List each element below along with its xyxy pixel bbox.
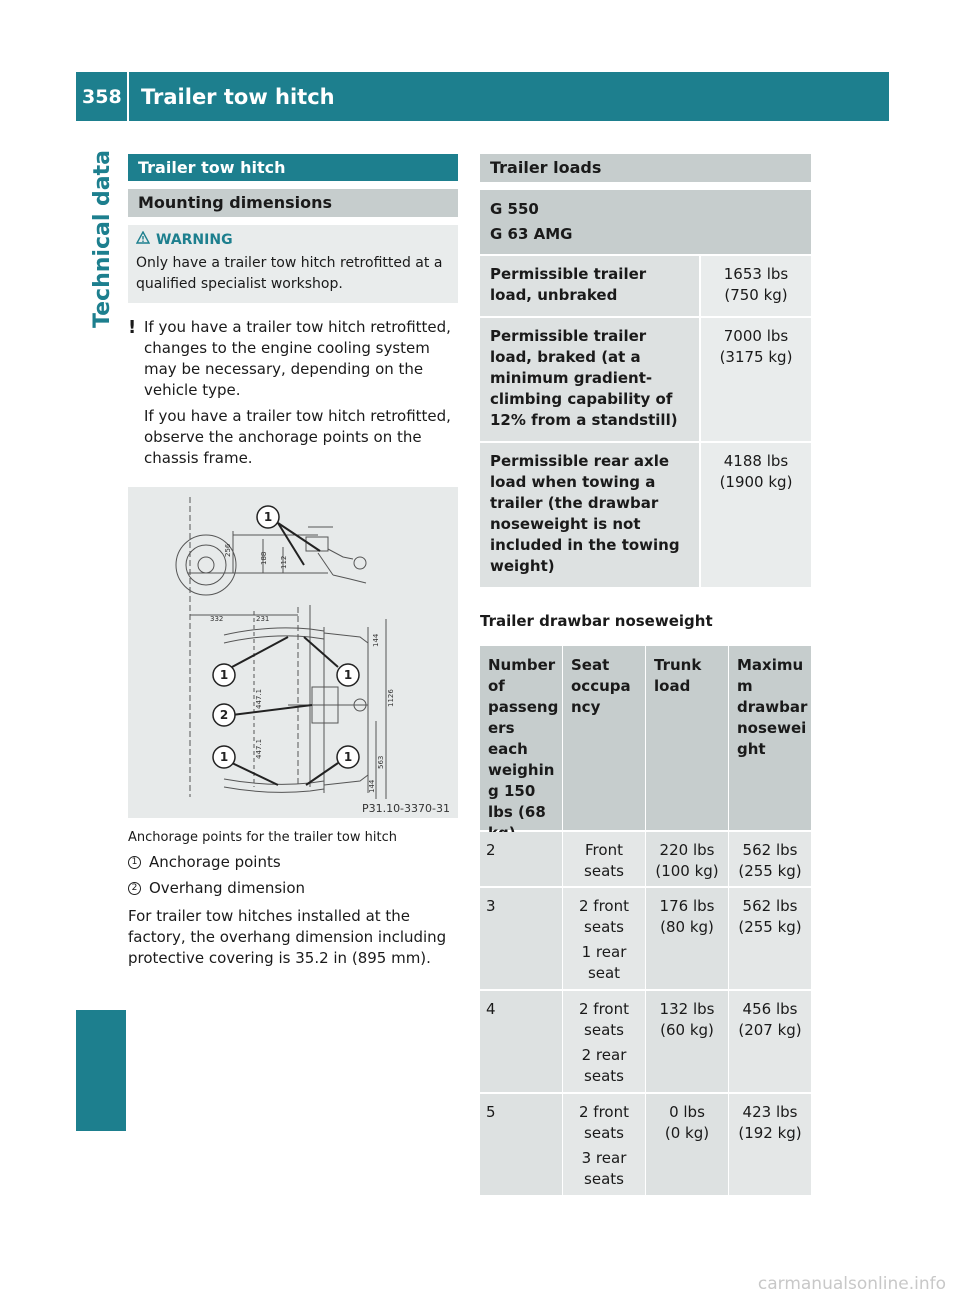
notice-exclamation-icon: ! (128, 317, 137, 338)
seat-occupancy (563, 1094, 645, 1195)
trunk-lbs: 0 lbs (669, 1103, 705, 1121)
trunk-kg: (0 kg) (664, 1124, 710, 1142)
trunk-lbs: 132 lbs (659, 1000, 715, 1018)
seat-occupancy (563, 832, 645, 886)
warning-triangle-icon (136, 231, 150, 248)
passenger-count: 2 (480, 832, 562, 886)
dim-label: 256 (224, 543, 232, 557)
max-lbs: 562 lbs (742, 841, 798, 859)
figure-caption: Anchorage points for the trailer tow hitch (128, 830, 397, 845)
trunk-kg: (60 kg) (660, 1021, 714, 1039)
anchorage-diagram-svg (128, 487, 458, 818)
load-value-lbs: 1653 lbs (723, 265, 789, 283)
warning-text: Only have a trailer tow hitch retrofitted at a qualified specialist workshop. (136, 255, 443, 292)
seat-occupancy (563, 991, 645, 1092)
max-lbs: 562 lbs (742, 897, 798, 915)
left-column (128, 154, 458, 969)
column-header: Maximu m drawbar nosewei ght (729, 646, 811, 830)
max-kg: (207 kg) (738, 1021, 802, 1039)
trunk-lbs: 176 lbs (659, 897, 715, 915)
load-value-lbs: 4188 lbs (723, 452, 789, 470)
load-value-kg: (1900 kg) (719, 473, 793, 491)
table-row (480, 1094, 811, 1195)
dim-label: 188 (260, 551, 268, 565)
passenger-count: 4 (480, 991, 562, 1092)
dim-label: 1126 (387, 689, 395, 707)
load-value (701, 318, 811, 441)
occupancy-line: 3 rear seats (581, 1149, 627, 1188)
noseweight-title: Trailer drawbar noseweight (480, 612, 713, 630)
trunk-kg: (100 kg) (655, 862, 719, 880)
callout-2: 2 (219, 708, 229, 722)
max-noseweight (729, 991, 811, 1092)
section-title-trailer-loads: Trailer loads (480, 154, 811, 182)
notice-paragraph-2: If you have a trailer tow hitch retrofitted, observe the anchorage points on the chassis frame. (144, 407, 451, 467)
load-value (701, 443, 811, 587)
trunk-lbs: 220 lbs (659, 841, 715, 859)
chapter-tab-label: Technical data (89, 150, 115, 328)
watermark: carmanualsonline.info (757, 1274, 946, 1294)
max-kg: (255 kg) (738, 918, 802, 936)
warning-heading-text: WARNING (156, 231, 233, 248)
warning-box (128, 225, 458, 303)
load-value (701, 256, 811, 316)
column-header: Trunk load (646, 646, 728, 830)
dim-label: 144 (368, 779, 376, 793)
dim-label: 563 (377, 755, 385, 769)
trunk-kg: (80 kg) (660, 918, 714, 936)
legend-item (128, 879, 458, 897)
load-row (480, 443, 811, 587)
dim-label: 332 (210, 615, 224, 623)
max-noseweight (729, 888, 811, 989)
table-row (480, 832, 811, 886)
noseweight-table (480, 646, 811, 1195)
section-title-tow-hitch: Trailer tow hitch (128, 154, 458, 181)
load-label: Permissible trailer load, braked (at a minimum gradient-climbing capability of 12% from a standstill) (480, 318, 699, 441)
legend-text: Anchorage points (149, 853, 281, 871)
dim-label: 447.1 (255, 738, 263, 759)
occupancy-line: 1 rear seat (581, 943, 627, 982)
max-kg: (192 kg) (738, 1124, 802, 1142)
load-label: Permissible trailer load, unbraked (480, 256, 699, 316)
callout-1: 1 (343, 750, 353, 764)
subsection-title-mounting: Mounting dimensions (128, 189, 458, 217)
dim-label: 112 (280, 555, 288, 569)
passenger-count: 5 (480, 1094, 562, 1195)
page-number: 358 (82, 85, 122, 108)
model-heading (480, 190, 811, 254)
load-value-lbs: 7000 lbs (723, 327, 789, 345)
load-row (480, 256, 811, 316)
column-header: Number of passeng ers each weighin g 150 lbs (68 (480, 646, 562, 830)
page-header (76, 72, 889, 121)
chapter-tab-block (76, 1010, 126, 1131)
model-name: G 63 AMG (490, 225, 573, 243)
callout-1: 1 (263, 510, 273, 524)
table-row (480, 888, 811, 989)
overhang-paragraph: For trailer tow hitches installed at the factory, the overhang dimension including protective covering is 35.2 in (895 mm). (128, 907, 447, 967)
max-noseweight (729, 1094, 811, 1195)
notice-paragraph-1: If you have a trailer tow hitch retrofitted, changes to the engine cooling system may be necessary, depending on the vehicle type. (144, 318, 451, 399)
max-kg: (255 kg) (738, 862, 802, 880)
column-header: Seat occupa ncy (563, 646, 645, 830)
legend-number: 1 (128, 856, 141, 869)
table-header-row (480, 646, 811, 830)
trunk-load (646, 1094, 728, 1195)
callout-1: 1 (219, 750, 229, 764)
legend-number: 2 (128, 882, 141, 895)
occupancy-line: 2 front seats (579, 897, 629, 936)
trunk-load (646, 832, 728, 886)
callout-1: 1 (219, 668, 229, 682)
anchorage-diagram (128, 487, 458, 818)
callout-1: 1 (343, 668, 353, 682)
right-column (480, 154, 811, 1195)
load-value-kg: (3175 kg) (719, 348, 793, 366)
legend-text: Overhang dimension (149, 879, 306, 897)
load-value-kg: (750 kg) (724, 286, 788, 304)
max-lbs: 423 lbs (742, 1103, 798, 1121)
trunk-load (646, 991, 728, 1092)
passenger-count: 3 (480, 888, 562, 989)
occupancy-line: 2 front seats (579, 1103, 629, 1142)
occupancy-line: 2 rear seats (581, 1046, 627, 1085)
warning-heading (136, 231, 450, 248)
trunk-load (646, 888, 728, 989)
dim-label: 144 (372, 633, 380, 647)
occupancy-line: Front seats (584, 841, 624, 880)
model-name: G 550 (490, 200, 539, 218)
dim-label: 231 (256, 615, 270, 623)
occupancy-line: 2 front seats (579, 1000, 629, 1039)
figure-code: P31.10-3370-31 (361, 802, 450, 815)
seat-occupancy (563, 888, 645, 989)
table-row (480, 991, 811, 1092)
legend-item (128, 853, 458, 871)
load-row (480, 318, 811, 441)
chapter-tab (82, 150, 122, 1010)
max-lbs: 456 lbs (742, 1000, 798, 1018)
dim-label: 447.1 (255, 688, 263, 709)
load-label: Permissible rear axle load when towing a trailer (the drawbar noseweight is not included in the towing weight) (480, 443, 699, 587)
notice-block (128, 317, 458, 469)
page-title: Trailer tow hitch (141, 84, 335, 109)
max-noseweight (729, 832, 811, 886)
